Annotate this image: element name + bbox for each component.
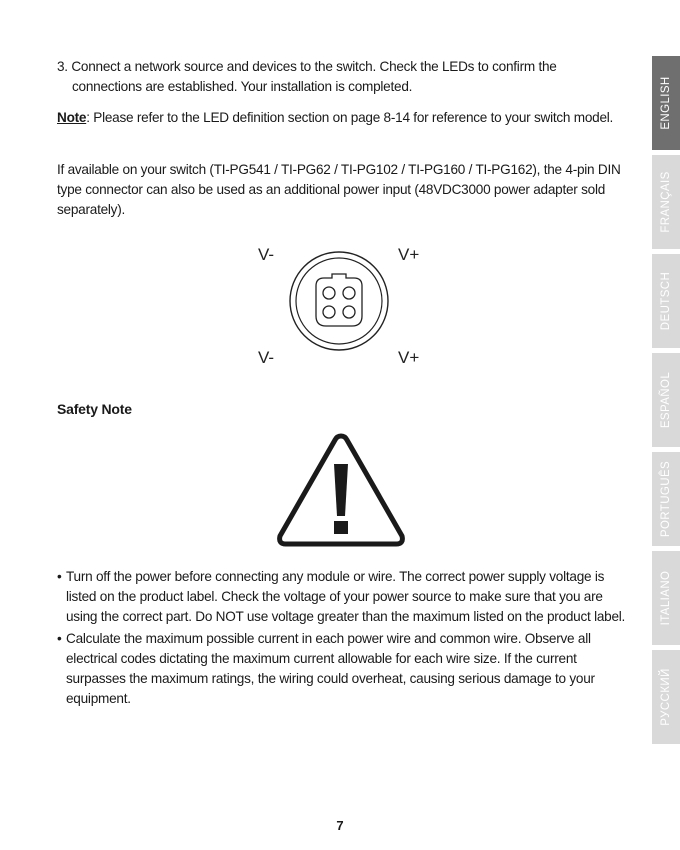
warning-icon bbox=[276, 432, 406, 548]
language-tab-label: ITALIANO bbox=[660, 570, 672, 626]
safety-bullet-2-text: Calculate the maximum possible current in each power wire and common wire. Observe all electrical codes dictating the maximum current allowable for each wire size. If the current surpasses the maximum ratings, the wiring could overheat, causing serious damage to your equipment. bbox=[66, 631, 595, 706]
language-tab-label: FRANÇAIS bbox=[660, 171, 672, 233]
note-label: Note bbox=[57, 110, 87, 125]
connector-pin-2 bbox=[343, 287, 355, 299]
language-tab-label: ESPAÑOL bbox=[660, 371, 672, 429]
language-tab-portuguese[interactable] bbox=[652, 452, 680, 546]
exclamation-dot bbox=[334, 521, 348, 534]
language-tab-russian[interactable] bbox=[652, 650, 680, 744]
language-tab-german[interactable] bbox=[652, 254, 680, 348]
step-3-line-2: connections are established. Your installation is completed. bbox=[72, 79, 413, 94]
language-tab-label: ENGLISH bbox=[660, 76, 672, 130]
language-tab-french[interactable] bbox=[652, 155, 680, 249]
language-tab-italian[interactable] bbox=[652, 551, 680, 645]
note-text: : Please refer to the LED definition section on page 8-14 for reference to your switch model. bbox=[86, 110, 614, 125]
language-tab-label: PORTUGUÊS bbox=[660, 460, 672, 538]
step-3-line-1: 3. Connect a network source and devices to the switch. Check the LEDs to confirm the bbox=[57, 59, 557, 74]
bullet-marker: • bbox=[57, 569, 62, 584]
note-paragraph bbox=[57, 108, 627, 128]
connector-label-bottom-left: V- bbox=[258, 348, 275, 367]
din-connector-paragraph: If available on your switch (TI-PG541 / TI-PG62 / TI-PG102 / TI-PG160 / TI-PG162), the 4-pin DIN type connector can also be used as an additional power input (48VDC3000 power adapter sold separately). bbox=[57, 162, 621, 217]
connector-label-top-left: V- bbox=[258, 245, 275, 264]
safety-bullet-1 bbox=[57, 567, 627, 627]
bullet-marker: • bbox=[57, 631, 62, 646]
connector-pin-1 bbox=[323, 287, 335, 299]
connector-pin-3 bbox=[323, 306, 335, 318]
connector-outer-ring bbox=[290, 252, 388, 350]
safety-note-heading: Safety Note bbox=[57, 401, 132, 417]
connector-label-bottom-right: V+ bbox=[398, 348, 420, 367]
page-number: 7 bbox=[336, 818, 344, 833]
language-tab-label: РУССКИЙ bbox=[660, 668, 672, 726]
connector-inner-ring bbox=[296, 258, 382, 344]
safety-bullet-2 bbox=[57, 629, 627, 709]
language-tab-english[interactable] bbox=[652, 56, 680, 150]
language-tab-label: DEUTSCH bbox=[660, 271, 672, 331]
exclamation-bar bbox=[334, 464, 348, 516]
safety-bullet-1-text: Turn off the power before connecting any module or wire. The correct power supply voltage is listed on the product label. Check the voltage of your power source to make sure that you are using the correct part. Do NOT use voltage greater than the maximum listed on the product label. bbox=[66, 569, 626, 624]
connector-key-outline bbox=[316, 274, 362, 326]
safety-bullet-list bbox=[57, 567, 627, 711]
language-tab-spanish[interactable] bbox=[652, 353, 680, 447]
step-3-paragraph bbox=[57, 57, 627, 97]
connector-label-top-right: V+ bbox=[398, 245, 420, 264]
din-connector-diagram bbox=[288, 250, 390, 352]
connector-pin-4 bbox=[343, 306, 355, 318]
